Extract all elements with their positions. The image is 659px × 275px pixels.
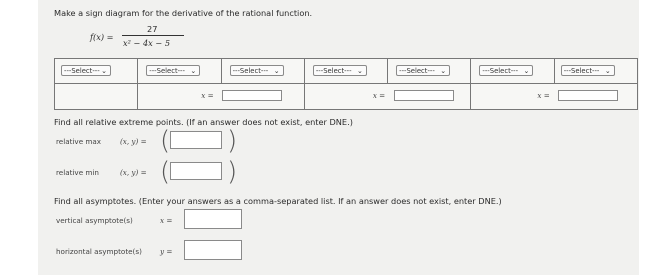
sign-select-7-label: ---Select--- [563,67,600,75]
function-denominator: x² − 4x − 5 [123,38,171,48]
sign-select-5[interactable] [396,65,450,76]
fraction-bar [122,35,184,36]
relative-min-point-label: (x, y) = [120,168,147,177]
sign-select-6[interactable] [479,65,533,76]
horizontal-asymptote-input[interactable] [184,240,242,260]
sign-select-2[interactable] [146,65,200,76]
x-cell-2 [304,84,471,110]
relative-max-label: relative max [56,137,102,146]
sign-cell-1 [55,59,138,84]
x-cell-blank-1 [55,84,138,110]
chevron-down-icon: ⌄ [523,67,530,75]
x-label-2: x = [372,91,386,100]
x-label-1: x = [201,91,214,100]
relative-max-point-label: (x, y) = [120,137,147,146]
chevron-down-icon: ⌄ [101,67,107,75]
sign-cell-3 [221,59,304,84]
sign-cell-2 [138,59,221,84]
sign-diagram-table [54,58,638,110]
x-cell-3 [471,84,638,110]
min-close-paren: ) [227,157,238,187]
relative-min-label: relative min [56,168,99,177]
max-close-paren: ) [227,126,238,156]
chevron-down-icon: ⌄ [356,67,363,75]
sign-select-5-label: ---Select--- [399,67,435,75]
sign-select-3-label: ---Select--- [232,67,269,75]
asymptote-instruction: Find all asymptotes. (Enter your answers as a comma-separated list. If an answer does not exist, enter DNE.) [54,196,502,206]
extrema-instruction: Find all relative extreme points. (If an answer does not exist, enter DNE.) [54,117,353,127]
horizontal-asymptote-label: horizontal asymptote(s) [56,247,142,256]
chevron-down-icon: ⌄ [190,67,197,75]
chevron-down-icon: ⌄ [440,67,447,75]
vertical-asymptote-var: x = [160,216,173,225]
question-title: Make a sign diagram for the derivative of the rational function. [54,8,313,18]
vertical-asymptote-label: vertical asymptote(s) [56,216,133,225]
x-label-3: x = [537,91,550,100]
sign-cell-6 [471,59,554,84]
critical-x-input-2[interactable] [394,90,454,101]
function-numerator: 27 [147,24,158,34]
sign-cell-7 [554,59,637,84]
sign-select-4-label: ---Select--- [315,67,352,75]
sign-cell-4 [304,59,387,84]
chevron-down-icon: ⌄ [273,67,280,75]
critical-x-input-3[interactable] [558,90,618,101]
critical-x-input-1[interactable] [222,90,282,101]
vertical-asymptote-input[interactable] [184,209,242,229]
relative-min-input[interactable] [170,162,222,180]
sign-select-4[interactable] [313,65,367,76]
x-cell-1 [138,84,305,110]
min-open-paren: ( [160,157,171,187]
function-lhs: f(x) = [90,32,114,42]
sign-select-1-label: ---Select--- [64,67,100,75]
max-open-paren: ( [160,126,171,156]
sign-cell-5 [388,59,471,84]
sign-select-7[interactable] [561,65,615,76]
sign-select-3[interactable] [230,65,284,76]
relative-max-input[interactable] [170,131,222,149]
horizontal-asymptote-var: y = [160,247,173,256]
sign-select-2-label: ---Select--- [149,67,185,75]
chevron-down-icon: ⌄ [604,67,611,75]
sign-select-1[interactable] [61,65,111,76]
sign-select-6-label: ---Select--- [482,67,519,75]
